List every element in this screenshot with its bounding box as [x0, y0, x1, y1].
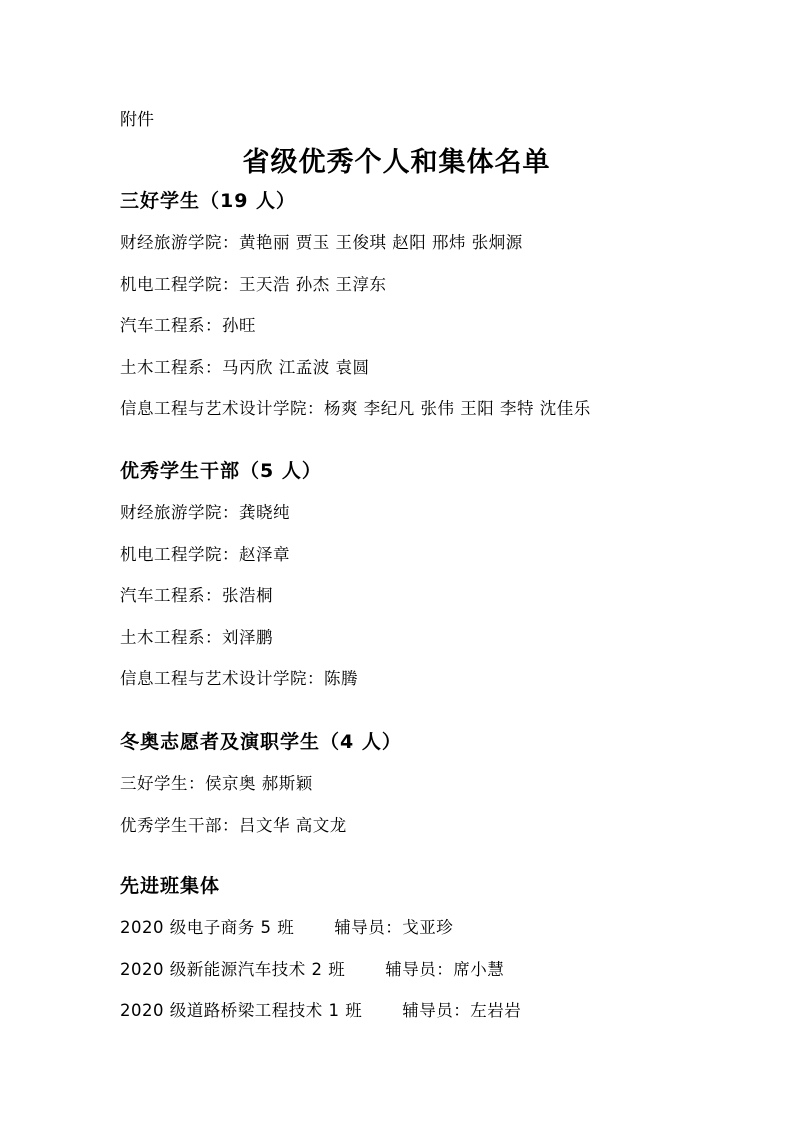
- class-name: 2020 级新能源汽车技术 2 班: [120, 959, 346, 979]
- class-name: 2020 级道路桥梁工程技术 1 班: [120, 1001, 363, 1020]
- list-item: [120, 388, 591, 430]
- section-three-good-students: [120, 186, 591, 430]
- unit-label: 汽车工程系：: [120, 586, 222, 605]
- names: 孙旺: [222, 316, 256, 335]
- list-item: [120, 907, 521, 949]
- names: 张浩桐: [222, 586, 273, 605]
- list-item: [120, 575, 358, 617]
- counselor: 辅导员：席小慧: [385, 959, 505, 979]
- list-item: [120, 347, 591, 389]
- unit-label: 财经旅游学院：: [120, 233, 239, 252]
- unit-label: 财经旅游学院：: [120, 503, 239, 522]
- unit-label: 土木工程系：: [120, 627, 222, 647]
- class-name: 2020 级电子商务 5 班: [120, 918, 295, 937]
- counselor: 辅导员：戈亚珍: [334, 918, 454, 937]
- unit-label: 机电工程学院：: [120, 274, 239, 294]
- list-item: [120, 805, 402, 847]
- unit-label: 信息工程与艺术设计学院：: [120, 399, 324, 418]
- names: 杨爽 李纪凡 张伟 王阳 李特 沈佳乐: [324, 399, 591, 418]
- section-winter-olympics-volunteers: [120, 727, 402, 846]
- list-item: [120, 264, 591, 306]
- unit-label: 优秀学生干部：: [120, 815, 239, 835]
- list-item: [120, 617, 358, 659]
- list-item: [120, 658, 358, 700]
- list-item: [120, 492, 358, 534]
- names: 王天浩 孙杰 王淳东: [239, 274, 387, 294]
- section-heading: 优秀学生干部（5 人）: [120, 460, 322, 482]
- names: 陈腾: [324, 669, 358, 688]
- page-title: 省级优秀个人和集体名单: [242, 147, 551, 178]
- unit-label: 信息工程与艺术设计学院：: [120, 669, 324, 688]
- names: 马丙欣 江孟波 袁圆: [222, 357, 370, 377]
- attachment-label: 附件: [120, 110, 154, 130]
- unit-label: 三好学生：: [120, 774, 205, 793]
- list-item: [120, 534, 358, 576]
- section-advanced-classes: [120, 871, 521, 1032]
- section-heading: 先进班集体: [120, 875, 221, 897]
- names: 黄艳丽 贾玉 王俊琪 赵阳 邢炜 张炯源: [239, 233, 523, 252]
- list-item: [120, 949, 521, 991]
- names: 刘泽鹏: [222, 627, 273, 647]
- names: 赵泽章: [239, 544, 290, 564]
- unit-label: 汽车工程系：: [120, 316, 222, 335]
- unit-label: 土木工程系：: [120, 357, 222, 377]
- counselor: 辅导员：左岩岩: [402, 1001, 522, 1020]
- list-item: [120, 990, 521, 1032]
- section-heading: 冬奥志愿者及演职学生（4 人）: [120, 731, 402, 753]
- section-outstanding-cadres: [120, 456, 358, 700]
- names: 吕文华 高文龙: [239, 815, 347, 835]
- list-item: [120, 305, 591, 347]
- unit-label: 机电工程学院：: [120, 544, 239, 564]
- list-item: [120, 763, 402, 805]
- names: 侯京奥 郝斯颖: [205, 774, 313, 793]
- list-item: [120, 222, 591, 264]
- names: 龚晓纯: [239, 503, 290, 522]
- section-heading: 三好学生（19 人）: [120, 190, 297, 212]
